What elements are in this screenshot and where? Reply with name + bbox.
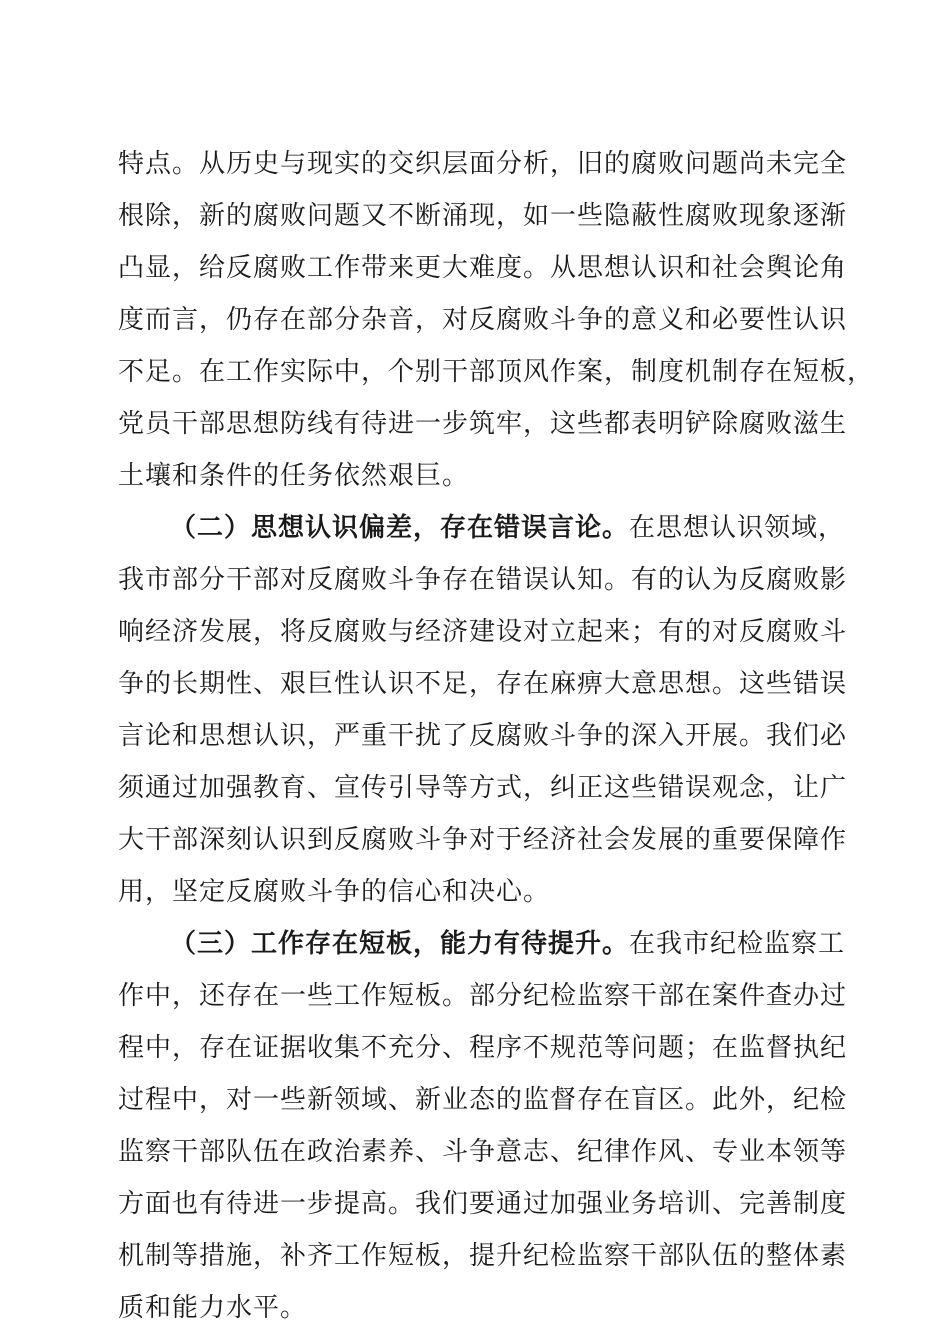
section-heading: （三）工作存在短板，能力有待提升。	[170, 929, 630, 959]
text-line: 不足。在工作实际中，个别干部顶风作案，制度机制存在短板，	[118, 357, 875, 387]
paragraph-first-line	[118, 918, 846, 970]
text-run: 在我市纪检监察工	[629, 929, 846, 959]
text-line: 机制等措施，补齐工作短板，提升纪检监察干部队伍的整体素	[118, 1241, 848, 1271]
text-line: 过程中，对一些新领域、新业态的监督存在盲区。此外，纪检	[118, 1085, 848, 1115]
paragraph-1	[118, 138, 875, 502]
paragraph-first-line	[118, 502, 846, 554]
text-line: 大干部深刻认识到反腐败斗争对于经济社会发展的重要保障作	[118, 825, 848, 855]
text-line: 程中，存在证据收集不充分、程序不规范等问题；在监督执纪	[118, 1033, 848, 1063]
text-line: 党员干部思想防线有待进一步筑牢，这些都表明铲除腐败滋生	[118, 409, 848, 439]
paragraph-3	[118, 918, 848, 1334]
text-line: 监察干部队伍在政治素养、斗争意志、纪律作风、专业本领等	[118, 1137, 848, 1167]
text-line: 土壤和条件的任务依然艰巨。	[118, 461, 470, 491]
text-line: 根除，新的腐败问题又不断涌现，如一些隐蔽性腐败现象逐渐	[118, 201, 848, 231]
section-heading: （二）思想认识偏差，存在错误言论。	[170, 513, 630, 543]
document-body	[118, 138, 875, 1334]
text-line: 度而言，仍存在部分杂音，对反腐败斗争的意义和必要性认识	[118, 305, 848, 335]
text-line: 用，坚定反腐败斗争的信心和决心。	[118, 877, 551, 907]
text-line: 须通过加强教育、宣传引导等方式，纠正这些错误观念，让广	[118, 773, 848, 803]
text-line: 质和能力水平。	[118, 1293, 308, 1323]
text-line: 争的长期性、艰巨性认识不足，存在麻痹大意思想。这些错误	[118, 669, 848, 699]
paragraph-2	[118, 502, 848, 918]
text-line: 方面也有待进一步提高。我们要通过加强业务培训、完善制度	[118, 1189, 848, 1219]
text-run: 在思想认识领域，	[629, 513, 846, 543]
text-line: 我市部分干部对反腐败斗争存在错误认知。有的认为反腐败影	[118, 565, 848, 595]
text-line: 凸显，给反腐败工作带来更大难度。从思想认识和社会舆论角	[118, 253, 848, 283]
text-line: 特点。从历史与现实的交织层面分析，旧的腐败问题尚未完全	[118, 149, 848, 179]
text-line: 响经济发展，将反腐败与经济建设对立起来；有的对反腐败斗	[118, 617, 848, 647]
text-line: 言论和思想认识，严重干扰了反腐败斗争的深入开展。我们必	[118, 721, 848, 751]
text-line: 作中，还存在一些工作短板。部分纪检监察干部在案件查办过	[118, 981, 848, 1011]
